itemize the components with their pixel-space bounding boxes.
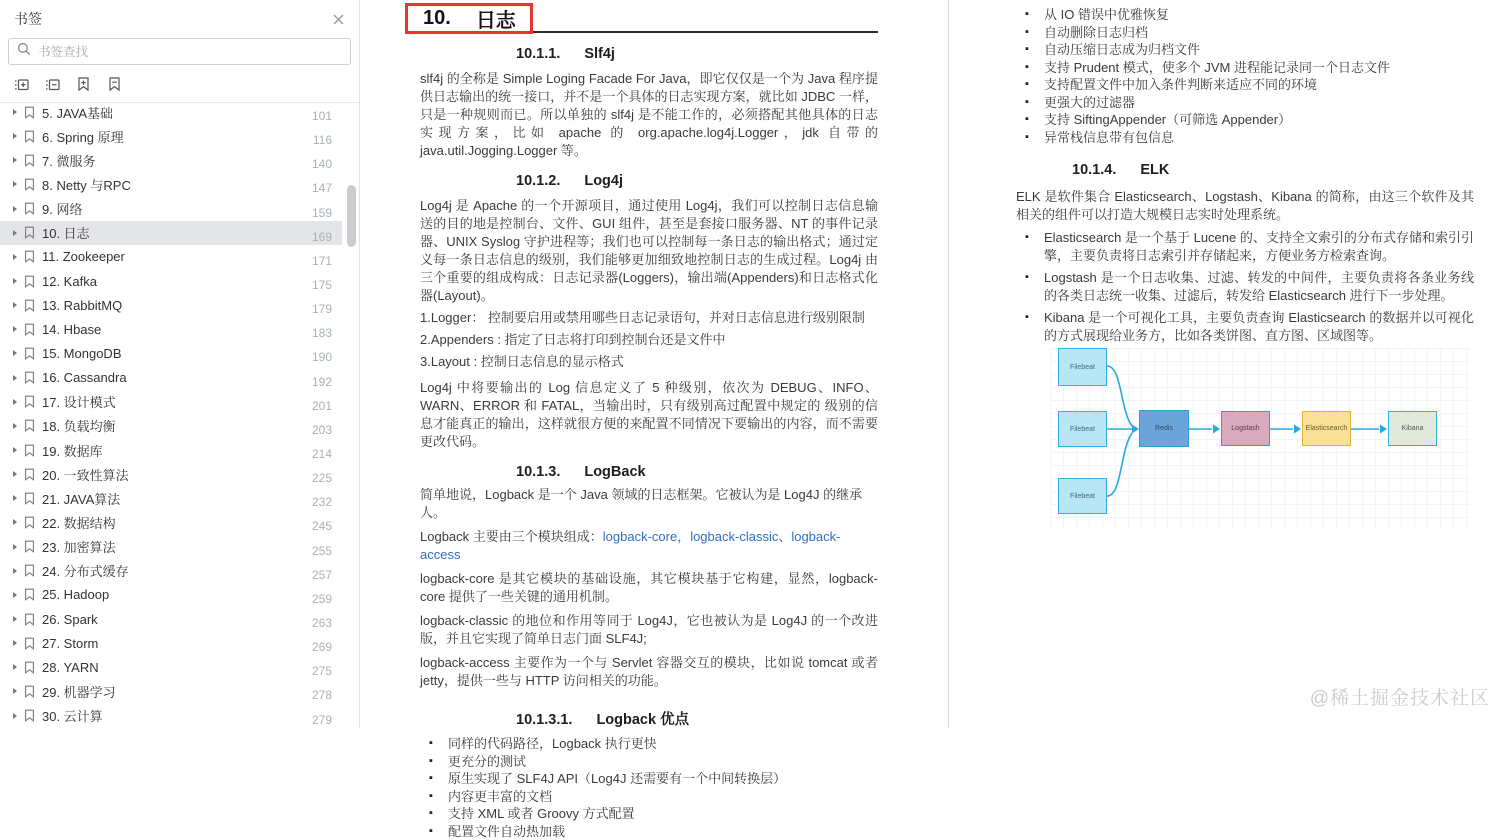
diagram-node-logstash: Logstash [1221,411,1270,446]
diagram-node-filebeat-1: Filebeat [1058,348,1107,386]
chevron-right-icon[interactable] [13,471,17,477]
bookmark-icon [24,202,35,215]
chevron-right-icon[interactable] [13,350,17,356]
list-item: ▪ Logstash 是一个日志收集、过滤、转发的中间件，主要负责将各条业务线的各类日志统一收集、过滤后，转发给 Elasticsearch 进行下一步处理。 [1016,269,1474,304]
bookmark-page-number: 159 [312,206,332,220]
list-item: ▪ 同样的代码路径，Logback 执行更快 [420,735,878,753]
bookmark-page-number: 263 [312,616,332,630]
bookmark-page-number: 201 [312,399,332,413]
chevron-right-icon[interactable] [13,399,17,405]
bookmark-label: 30. 云计算 [42,706,312,725]
bookmark-item[interactable] [0,221,342,245]
bookmarks-panel-title: 书签 [14,9,42,29]
bookmark-icon [24,564,35,577]
bookmark-page-number: 275 [312,664,332,678]
bookmark-item[interactable] [0,341,342,365]
bookmark-label: 8. Netty 与RPC [42,175,312,194]
chevron-right-icon[interactable] [13,109,17,115]
bookmark-item[interactable] [0,679,342,703]
bookmark-page-number: 179 [312,302,332,316]
list-item: ▪ 支持 SiftingAppender（可筛选 Appender） [1016,111,1474,129]
close-icon[interactable] [332,13,345,26]
sidebar-scrollbar-thumb[interactable] [347,185,356,247]
bookmark-item[interactable] [0,438,342,462]
bookmark-item[interactable] [0,414,342,438]
chapter-title: 日志 [476,4,516,33]
bookmark-icon [24,178,35,191]
bookmark-item[interactable] [0,462,342,486]
bookmark-item[interactable] [0,197,342,221]
chevron-right-icon[interactable] [13,664,17,670]
logback-modules-links[interactable]: logback-core，logback-classic、logback-access [420,529,840,562]
bookmark-list [0,100,360,728]
remove-bookmark-icon[interactable] [103,74,125,94]
bookmark-label: 27. Storm [42,636,312,651]
chevron-right-icon[interactable] [13,326,17,332]
list-item: ▪ 内容更丰富的文档 [420,788,878,806]
chapter-heading [405,4,878,33]
bookmarks-toolbar [0,65,359,103]
bookmark-label: 19. 数据库 [42,441,312,460]
bookmark-page-number: 257 [312,568,332,582]
bookmark-icon [24,275,35,288]
bookmark-item[interactable] [0,124,342,148]
elk-architecture-diagram [1050,348,1470,530]
search-icon [17,42,31,61]
bookmark-icon [24,637,35,650]
section-heading-logback: 10.1.3. LogBack [516,464,878,480]
chevron-right-icon[interactable] [13,713,17,719]
list-item: ▪ 支持配置文件中加入条件判断来适应不同的环境 [1016,76,1474,94]
list-item: ▪ 支持 XML 或者 Groovy 方式配置 [420,805,878,823]
list-item: ▪ 原生实现了 SLF4J API（Log4J 还需要有一个中间转换层） [420,770,878,788]
document-page-right [949,0,1512,728]
bookmark-page-number: 279 [312,713,332,727]
bookmark-item[interactable] [0,631,342,655]
bookmark-label: 13. RabbitMQ [42,298,312,313]
paragraph-logback-core: logback-core 是其它模块的基础设施，其它模块基于它构建，显然，logback-core 提供了一些关键的通用机制。 [420,570,878,606]
bookmark-page-number: 232 [312,495,332,509]
bookmark-page-number: 169 [312,230,332,244]
bookmark-label: 14. Hbase [42,322,312,337]
chevron-right-icon[interactable] [13,254,17,260]
bookmark-icon [24,226,35,239]
log4j-component-line: 2.Appenders : 指定了日志将打印到控制台还是文件中 [420,331,878,349]
bookmark-page-number: 259 [312,592,332,606]
bookmark-item[interactable] [0,510,342,534]
bookmark-label: 10. 日志 [42,223,312,242]
watermark: @稀土掘金技术社区 [1310,683,1490,710]
chevron-right-icon[interactable] [13,423,17,429]
bookmark-search-input[interactable] [38,45,342,59]
bookmark-label: 18. 负载均衡 [42,416,312,435]
bookmark-page-number: 190 [312,350,332,364]
list-item: ▪ 更强大的过滤器 [1016,94,1474,112]
chevron-right-icon[interactable] [13,278,17,284]
bookmark-page-number: 245 [312,519,332,533]
bookmark-item[interactable] [0,269,342,293]
paragraph-log4j-levels: Log4j 中将要输出的 Log 信息定义了 5 种级别，依次为 DEBUG、INFO、WARN、ERROR 和 FATAL，当输出时，只有级别高过配置中规定的 级别的信息才能真正的输出，这样就很方便的来配置不同情况下要输出的内容，而不需要更改代码。 [420,379,878,451]
bookmark-item[interactable] [0,607,342,631]
list-item: ▪ 自动压缩日志成为归档文件 [1016,41,1474,59]
diagram-node-kibana: Kibana [1388,411,1437,446]
bookmark-icon [24,106,35,119]
bookmark-item[interactable] [0,559,342,583]
page1-column [420,46,878,840]
document-page-left [360,0,949,728]
bookmark-page-number: 278 [312,688,332,702]
diagram-node-filebeat-3: Filebeat [1058,478,1107,514]
bookmark-icon [24,685,35,698]
paragraph-logback-intro: 简单地说，Logback 是一个 Java 领域的日志框架。它被认为是 Log4J 的继承人。 [420,486,878,522]
bookmark-item[interactable] [0,366,342,390]
bookmark-page-number: 183 [312,326,332,340]
paragraph-slf4j: slf4j 的全称是 Simple Loging Facade For Java，即它仅仅是一个为 Java 程序提供日志输出的统一接口，并不是一个具体的日志实现方案，就比如 JDBC 一样，只是一种规则而已。所以单独的 slf4j 是不能工作的，必须搭配其他具体的日志实现方案，比如 apache 的 org.apache.log4j.Logger，jdk 自带的 java.util.Jogging.Logger 等。 [420,70,878,160]
chevron-right-icon[interactable] [13,568,17,574]
modules-prefix: Logback 主要由三个模块组成： [420,529,603,544]
bookmark-item[interactable] [0,317,342,341]
chevron-right-icon[interactable] [13,302,17,308]
diagram-node-elasticsearch: Elasticsearch [1302,411,1351,446]
bookmark-label: 7. 微服务 [42,151,312,170]
bookmark-icon [24,709,35,722]
bookmark-icon [24,661,35,674]
bookmark-page-number: 140 [312,157,332,171]
bookmark-page-number: 225 [312,471,332,485]
bookmark-label: 22. 数据结构 [42,513,312,532]
bookmark-label: 11. Zookeeper [42,249,312,264]
bookmark-page-number: 175 [312,278,332,292]
bookmark-page-number: 269 [312,640,332,654]
bookmark-icon [24,613,35,626]
log4j-component-lines [420,309,878,371]
chevron-right-icon[interactable] [13,133,17,139]
bookmark-icon [24,347,35,360]
bookmark-label: 6. Spring 原理 [42,127,313,146]
bookmark-page-number: 171 [312,254,332,268]
bookmark-label: 17. 设计模式 [42,392,312,411]
list-item: ▪ 更充分的测试 [420,753,878,771]
add-bookmark-icon[interactable] [72,74,94,94]
list-item: ▪ 自动删除日志归档 [1016,24,1474,42]
bookmark-label: 20. 一致性算法 [42,465,312,484]
bookmark-item[interactable] [0,486,342,510]
bookmark-item[interactable] [0,390,342,414]
bookmark-page-number: 192 [312,375,332,389]
chapter-number: 10. [423,7,451,30]
list-item: ▪ 配置文件自动热加载 [420,823,878,840]
list-item: ▪ 异常栈信息带有包信息 [1016,129,1474,147]
bookmark-search-box [8,38,351,65]
bookmark-icon [24,540,35,553]
paragraph-logback-modules [420,528,878,564]
bookmark-icon [24,419,35,432]
chevron-right-icon[interactable] [13,495,17,501]
paragraph-elk: ELK 是软件集合 Elasticsearch、Logstash、Kibana 的简称，由这三个软件及其相关的组件可以打造大规模日志实时处理系统。 [1016,188,1474,224]
collapse-all-icon[interactable] [41,74,63,94]
paragraph-log4j: Log4j 是 Apache 的一个开源项目，通过使用 Log4j，我们可以控制日志信息输送的目的地是控制台、文件、GUI 组件，甚至是套接口服务器、NT 的事件记录器、UNIX Syslog 守护进程等；我们也可以控制每一条日志的输出格式；通过定义每一条日志信息的级别，我们能够更加细致地控制日志的生成过程。Log4j 由三个重要的组成构成：日志记录器(Loggers)，输出端(Appenders)和日志格式化器(Layout)。 [420,197,878,305]
bookmark-label: 12. Kafka [42,274,312,289]
bookmark-item[interactable] [0,704,342,728]
bookmark-label: 29. 机器学习 [42,682,312,701]
paragraph-logback-classic: logback-classic 的地位和作用等同于 Log4J，它也被认为是 Log4J 的一个改进版，并且它实现了简单日志门面 SLF4J; [420,612,878,648]
log4j-component-line: 1.Logger： 控制要启用或禁用哪些日志记录语句，并对日志信息进行级别限制 [420,309,878,327]
bookmark-page-number: 214 [312,447,332,461]
chevron-right-icon[interactable] [13,181,17,187]
bookmark-icon [24,154,35,167]
chevron-right-icon[interactable] [13,544,17,550]
bookmark-page-number: 203 [312,423,332,437]
bookmark-icon [24,492,35,505]
bookmark-page-number: 116 [313,133,332,147]
bookmark-label: 24. 分布式缓存 [42,561,312,580]
list-item: ▪ Kibana 是一个可视化工具，主要负责查询 Elasticsearch 的数据并以可视化的方式展现给业务方，比如各类饼图、直方图、区域图等。 [1016,309,1474,344]
bookmark-label: 25. Hadoop [42,587,312,602]
list-item: ▪ 支持 Prudent 模式，使多个 JVM 进程能记录同一个日志文件 [1016,59,1474,77]
bookmark-label: 16. Cassandra [42,370,312,385]
section-heading-elk: 10.1.4. ELK [1072,162,1474,178]
section-heading-slf4j: 10.1.1. Slf4j [516,46,878,62]
bookmark-icon [24,371,35,384]
bookmark-icon [24,323,35,336]
chevron-right-icon[interactable] [13,157,17,163]
bookmark-label: 28. YARN [42,660,312,675]
chevron-right-icon[interactable] [13,519,17,525]
chevron-right-icon[interactable] [13,230,17,236]
bookmark-item[interactable] [0,655,342,679]
bookmark-item[interactable] [0,583,342,607]
section-heading-log4j: 10.1.2. Log4j [516,173,878,189]
bookmark-icon [24,468,35,481]
diagram-node-redis: Redis [1139,410,1189,447]
bookmark-label: 26. Spark [42,612,312,627]
logback-advantages-list [420,735,878,840]
bookmark-label: 5. JAVA基础 [42,103,312,122]
bookmark-item[interactable] [0,293,342,317]
list-item: ▪ Elasticsearch 是一个基于 Lucene 的、支持全文索引的分布式存储和索引引擎，主要负责将日志索引并存储起来，方便业务方检索查询。 [1016,229,1474,264]
chapter-title-highlight-box [405,3,533,34]
bookmark-item[interactable] [0,535,342,559]
bookmark-label: 15. MongoDB [42,346,312,361]
logback-advantages-continued [1016,0,1474,146]
paragraph-logback-access: logback-access 主要作为一个与 Servlet 容器交互的模块，比如说 tomcat 或者 jetty，提供一些与 HTTP 访问相关的功能。 [420,654,878,690]
bookmark-item[interactable] [0,245,342,269]
section-heading-logback-advantages: 10.1.3.1. Logback 优点 [516,708,878,729]
chevron-right-icon[interactable] [13,206,17,212]
diagram-node-filebeat-2: Filebeat [1058,411,1107,447]
chevron-right-icon[interactable] [13,640,17,646]
bookmark-label: 21. JAVA算法 [42,489,312,508]
bookmarks-panel [0,0,360,728]
bookmark-label: 9. 网络 [42,199,312,218]
chevron-right-icon[interactable] [13,375,17,381]
bookmark-page-number: 147 [312,181,332,195]
expand-all-icon[interactable] [10,74,32,94]
chevron-right-icon[interactable] [13,447,17,453]
bookmark-icon [24,299,35,312]
bookmark-icon [24,516,35,529]
chevron-right-icon[interactable] [13,616,17,622]
bookmark-item[interactable] [0,172,342,196]
bookmarks-header [0,0,359,34]
bookmark-label: 23. 加密算法 [42,537,312,556]
bookmark-page-number: 101 [312,109,332,123]
log4j-component-line: 3.Layout : 控制日志信息的显示格式 [420,353,878,371]
bookmark-page-number: 255 [312,544,332,558]
elk-components-list [1016,229,1474,344]
bookmark-icon [24,588,35,601]
bookmark-icon [24,130,35,143]
bookmark-item[interactable] [0,100,342,124]
chevron-right-icon[interactable] [13,688,17,694]
page2-column [1016,0,1474,530]
list-item: ▪ 从 IO 错误中优雅恢复 [1016,6,1474,24]
bookmark-icon [24,444,35,457]
chevron-right-icon[interactable] [13,592,17,598]
bookmark-icon [24,395,35,408]
bookmark-icon [24,250,35,263]
bookmark-item[interactable] [0,148,342,172]
